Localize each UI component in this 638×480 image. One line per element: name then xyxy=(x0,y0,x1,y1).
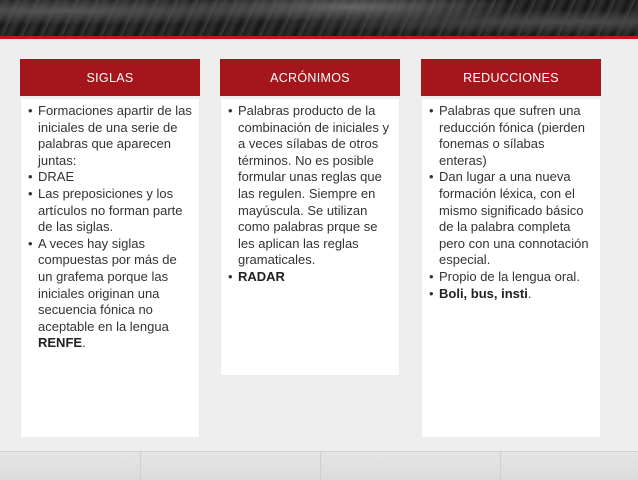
floor-seam xyxy=(500,452,501,480)
decorative-banner xyxy=(0,0,638,36)
list-item: • Propio de la lengua oral. xyxy=(429,269,594,286)
column-header: ACRÓNIMOS xyxy=(220,59,400,96)
list-item: • Las preposiciones y los artículos no forman parte de las siglas. xyxy=(28,186,193,236)
list-item: • Palabras que sufren una reducción fónica (pierden fonemas o sílabas enteras) xyxy=(429,103,594,169)
list-item: • Dan lugar a una nueva formación léxica, con el mismo significado básico de la palabra completa pero con una connotación especial. xyxy=(429,169,594,269)
floor-seam xyxy=(140,452,141,480)
column-body xyxy=(20,98,200,438)
decorative-floor xyxy=(0,451,638,480)
column-header: REDUCCIONES xyxy=(421,59,601,96)
column-body xyxy=(220,98,400,376)
column-siglas xyxy=(20,59,200,438)
accent-line xyxy=(0,36,638,39)
list-item: • Boli, bus, insti. xyxy=(429,286,594,303)
list-item: • RADAR xyxy=(228,269,393,286)
column-acronimos xyxy=(220,59,400,376)
list-item: • A veces hay siglas compuestas por más de un grafema porque las iniciales originan una secuencia fónica no aceptable en la lengua RENFE. xyxy=(28,236,193,352)
floor-seam xyxy=(320,452,321,480)
list-item: • DRAE xyxy=(28,169,193,186)
column-reducciones xyxy=(421,59,601,438)
column-header: SIGLAS xyxy=(20,59,200,96)
column-body xyxy=(421,98,601,438)
list-item: • Palabras producto de la combinación de iniciales y a veces sílabas de otros términos. No es posible formular unas reglas que las regulen. Siempre en mayúscula. Se utilizan como palabras prque se les aplican las reglas gramaticales. xyxy=(228,103,393,269)
list-item: • Formaciones apartir de las iniciales de una serie de palabras que aparecen juntas: xyxy=(28,103,193,169)
